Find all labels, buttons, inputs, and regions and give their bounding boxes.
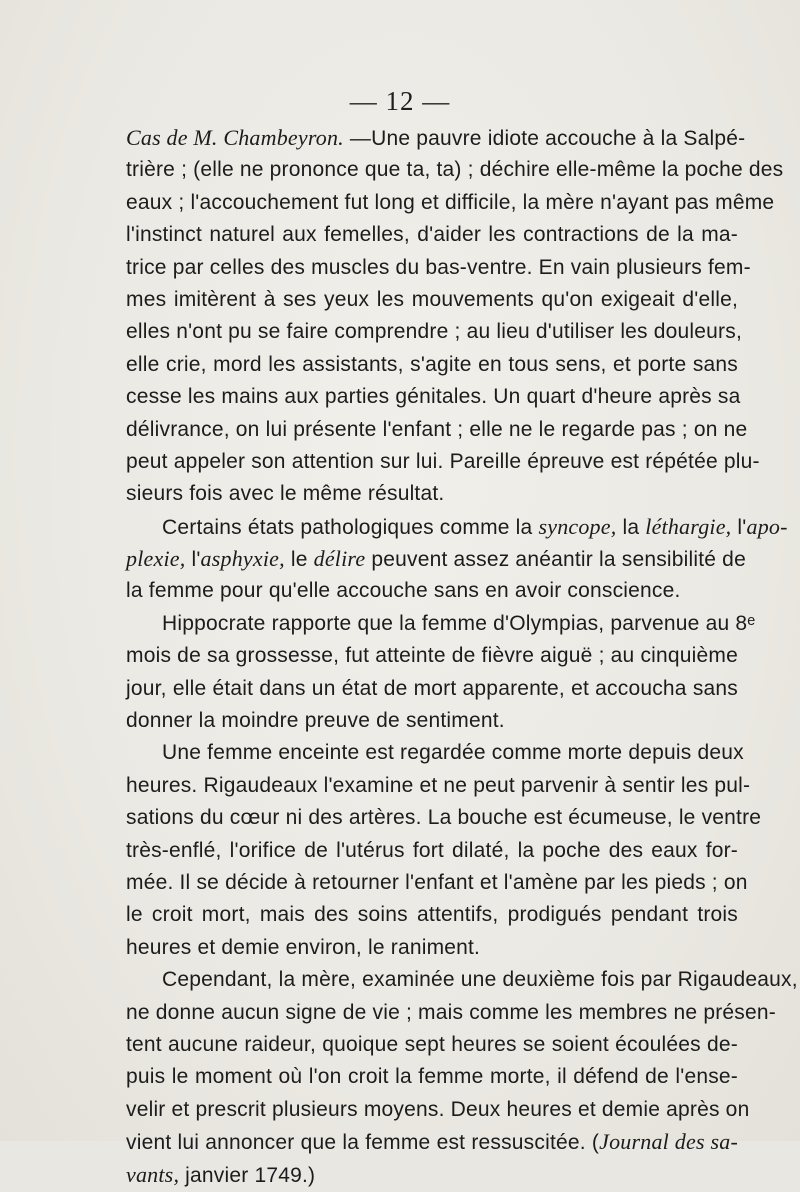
text-line <box>126 284 738 316</box>
text-line <box>126 1029 738 1061</box>
text-segment: Hippocrate rapporte que la femme d'Olympias, parvenue au 8ᵉ <box>162 611 756 635</box>
text-segment: peut appeler son attention sur lui. Pareille épreuve est répétée plu- <box>126 449 760 473</box>
text-line <box>126 349 738 381</box>
text-line <box>126 478 738 510</box>
italic-text: plexie, <box>126 546 186 572</box>
text-line <box>126 187 775 219</box>
italic-text: apo- <box>746 513 788 539</box>
text-segment: le croit mort, mais des soins attentifs, prodigués pendant trois <box>126 903 738 927</box>
text-segment: trice par celles des muscles du bas-ventre. En vain plusieurs fem- <box>126 255 751 279</box>
text-line <box>126 608 756 640</box>
text-segment: elles n'ont pu se faire comprendre ; au lieu d'utiliser les douleurs, <box>126 320 742 344</box>
text-segment: velir et prescrit plusieurs moyens. Deux heures et demie après on <box>126 1097 750 1121</box>
text-line <box>126 1159 738 1191</box>
text-segment: elle crie, mord les assistants, s'agite en tous sens, et porte sans <box>126 352 738 376</box>
text-segment: mois de sa grossesse, fut atteinte de fièvre aiguë ; au cinquième <box>126 644 738 668</box>
text-line <box>126 381 741 413</box>
text-line <box>126 1061 738 1093</box>
text-line <box>126 575 738 607</box>
page-number: — 12 — <box>349 86 451 116</box>
italic-text: léthargie, <box>645 513 732 539</box>
text-segment: donner la moindre preuve de sentiment. <box>126 709 505 733</box>
italic-text: syncope, <box>538 513 617 539</box>
text-segment: mée. Il se décide à retourner l'enfant et l'amène par les pieds ; on <box>126 870 748 894</box>
body-text <box>126 122 798 1191</box>
text-line <box>126 737 744 769</box>
text-line <box>126 835 738 867</box>
text-line <box>126 673 738 705</box>
paragraph <box>126 608 756 738</box>
text-segment: Une femme enceinte est regardée comme morte depuis deux <box>162 741 744 765</box>
text-line <box>126 997 776 1029</box>
text-line <box>126 511 788 543</box>
italic-text: délire <box>313 546 366 572</box>
text-segment: la femme pour qu'elle accouche sans en avoir conscience. <box>126 579 681 603</box>
text-line <box>126 543 746 575</box>
text-segment: peuvent assez anéantir la sensibilité de <box>365 548 746 572</box>
text-segment: trière ; (elle ne prononce que ta, ta) ; déchire elle-même la poche des <box>126 158 784 182</box>
text-segment: très-enflé, l'orifice de l'utérus fort dilaté, la poche des eaux for- <box>126 838 738 862</box>
text-segment: ne donne aucun signe de vie ; mais comme les membres ne présen- <box>126 1000 776 1024</box>
text-segment: heures. Rigaudeaux l'examine et ne peut parvenir à sentir les pul- <box>126 773 751 797</box>
text-line <box>126 932 738 964</box>
italic-text: asphyxie, <box>200 546 285 572</box>
paragraph <box>126 122 784 511</box>
italic-text: Cas de M. Chambeyron. <box>126 125 344 150</box>
text-segment: délivrance, on lui présente l'enfant ; elle ne le regarde pas ; on ne <box>126 417 748 441</box>
text-segment: vient lui annoncer que la femme est ressuscitée. ( <box>126 1131 600 1155</box>
text-line <box>126 414 748 446</box>
text-line <box>126 219 738 251</box>
text-segment: tent aucune raideur, quoique sept heures se soient écoulées de- <box>126 1032 738 1056</box>
text-line <box>126 446 760 478</box>
italic-text: vants, <box>126 1161 180 1187</box>
text-segment: heures et demie environ, le raniment. <box>126 935 481 959</box>
text-segment: l' <box>731 515 747 539</box>
paragraph <box>126 737 762 964</box>
text-segment: sations du cœur ni des artères. La bouche est écumeuse, le ventre <box>126 806 762 830</box>
text-segment: Certains états pathologiques comme la <box>162 515 539 539</box>
text-segment: janvier 1749.) <box>179 1163 316 1187</box>
text-line <box>126 770 751 802</box>
text-line <box>126 867 748 899</box>
text-segment: puis le moment où l'on croit la femme morte, il défend de l'ense- <box>126 1065 738 1089</box>
italic-text: Journal des sa- <box>599 1129 738 1155</box>
text-line <box>126 1126 738 1158</box>
text-segment: sieurs fois avec le même résultat. <box>126 482 445 506</box>
text-line <box>126 802 762 834</box>
text-segment: le <box>284 548 314 572</box>
text-segment: mes imitèrent à ses yeux les mouvements qu'on exigeait d'elle, <box>126 287 738 311</box>
text-line <box>126 316 742 348</box>
text-line <box>126 1094 750 1126</box>
text-line <box>126 122 746 154</box>
text-line <box>126 899 738 931</box>
text-line <box>126 964 798 996</box>
text-line <box>126 252 751 284</box>
text-segment: l' <box>185 548 201 572</box>
text-segment: la <box>616 515 646 539</box>
paragraph <box>126 964 798 1191</box>
text-segment: Cependant, la mère, examinée une deuxième fois par Rigaudeaux, <box>162 968 798 992</box>
paragraph <box>126 511 788 608</box>
text-segment: —Une pauvre idiote accouche à la Salpé- <box>343 127 746 150</box>
text-line <box>126 705 738 737</box>
text-line <box>126 154 784 186</box>
text-segment: cesse les mains aux parties génitales. Un quart d'heure après sa <box>126 385 741 409</box>
text-segment: eaux ; l'accouchement fut long et difficile, la mère n'ayant pas même <box>126 190 775 214</box>
text-segment: l'instinct naturel aux femelles, d'aider les contractions de la ma- <box>126 223 738 247</box>
text-line <box>126 640 738 672</box>
text-segment: jour, elle était dans un état de mort apparente, et accoucha sans <box>126 676 738 700</box>
